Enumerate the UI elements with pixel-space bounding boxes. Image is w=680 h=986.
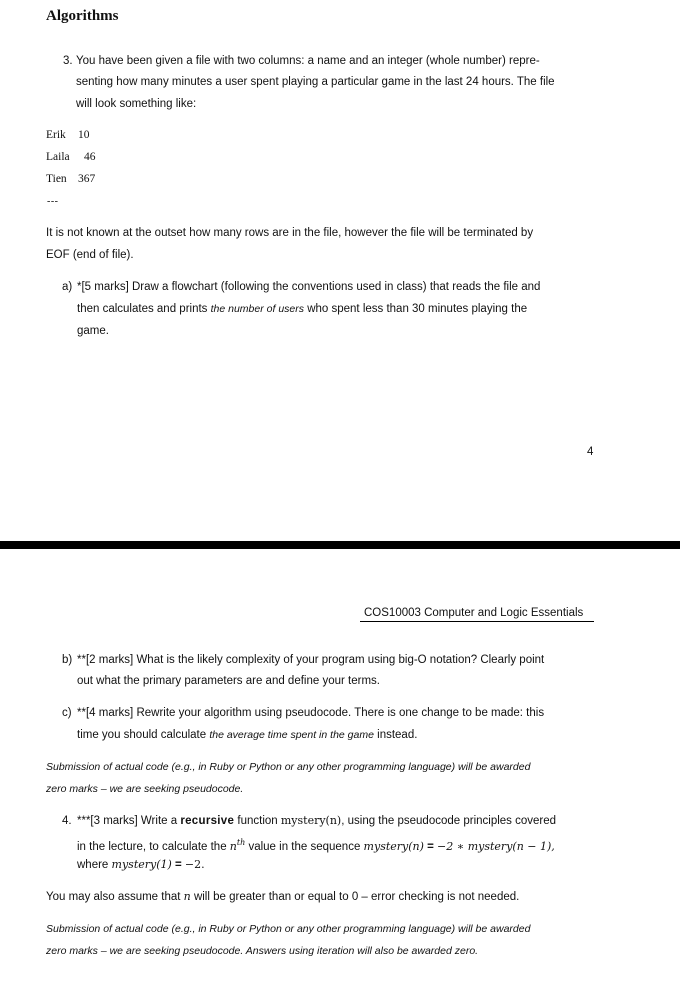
question-4-line-1 — [77, 814, 556, 828]
question-4-function: mystery(n) — [280, 814, 342, 827]
note-1-line-1: Submission of actual code (e.g., in Ruby or Python or any other programming language) will be awarded — [46, 761, 531, 773]
part-c-emphasis: the average time spent in the game — [209, 729, 374, 741]
page-break-bar — [0, 541, 680, 549]
question-3-line-2: senting how many minutes a user spent playing a particular game in the last 24 hours. The file — [76, 76, 555, 88]
question-4-text: function — [234, 815, 281, 827]
file-row-value: 46 — [84, 151, 96, 163]
part-b-label: b) — [62, 654, 73, 666]
eof-line-2: EOF (end of file). — [46, 249, 134, 261]
assumption-text: You may also assume that — [46, 891, 184, 903]
question-4-equals: = — [423, 840, 438, 853]
part-b-line-2: out what the primary parameters are and define your terms. — [77, 675, 380, 687]
part-b-text: What is the likely complexity of your program using big-O notation? Clearly point — [133, 654, 545, 666]
file-row-value: 367 — [78, 173, 96, 185]
part-c-line-2 — [77, 728, 417, 742]
question-4-text: value in the sequence — [245, 840, 364, 853]
question-4-recurrence: −2 ∗ mystery(n − 1), — [437, 839, 555, 853]
part-c-text: instead. — [373, 729, 418, 741]
question-3-number: 3. — [63, 55, 73, 67]
note-2-line-2: zero marks – we are seeking pseudocode. Answers using iteration will also be awarded zero. — [46, 945, 479, 957]
section-title: Algorithms — [46, 8, 119, 24]
question-4-n: n — [229, 839, 237, 853]
eof-line-1: It is not known at the outset how many rows are in the file, however the file will be terminated by — [46, 227, 534, 239]
file-ellipsis: - - - — [47, 196, 57, 207]
question-4-text: in the lecture, to calculate the — [77, 840, 230, 853]
question-4-line-2 — [77, 836, 555, 854]
file-row-value: 10 — [78, 129, 90, 141]
assumption-line — [46, 890, 519, 904]
question-4-marks: ***[3 marks] — [77, 815, 138, 827]
part-a-text: Draw a flowchart (following the conventions used in class) that reads the file and — [128, 281, 541, 293]
part-a-emphasis: the number of users — [210, 303, 304, 315]
question-4-equals: = — [171, 859, 185, 871]
part-c-label: c) — [62, 707, 72, 719]
question-4-line-3 — [77, 858, 205, 872]
question-4-sequence: mystery(n) — [363, 839, 424, 853]
question-4-base-case: mystery(1) — [111, 858, 172, 871]
part-c-text: time you should calculate — [77, 729, 210, 741]
note-2-line-1: Submission of actual code (e.g., in Ruby or Python or any other programming language) will be awarded — [46, 923, 531, 935]
header-rule — [360, 621, 594, 622]
file-row-name: Tien — [46, 173, 67, 185]
question-3-line-1: You have been given a file with two columns: a name and an integer (whole number) repre- — [76, 55, 540, 67]
question-4-text: , using the pseudocode principles covered — [341, 815, 557, 827]
question-4-text: where — [77, 859, 112, 871]
part-a-line-3: game. — [77, 325, 109, 337]
assumption-n: n — [183, 890, 191, 903]
file-row-name: Erik — [46, 129, 66, 141]
part-a-label: a) — [62, 281, 73, 293]
part-a-text: then calculates and prints — [77, 303, 211, 315]
running-header: COS10003 Computer and Logic Essentials — [364, 607, 584, 619]
part-c-marks: **[4 marks] — [77, 707, 134, 719]
part-a-text: who spent less than 30 minutes playing the — [304, 303, 528, 315]
part-c-text: Rewrite your algorithm using pseudocode. There is one change to be made: this — [133, 707, 545, 719]
question-4-text: Write a — [137, 815, 181, 827]
assumption-text: will be greater than or equal to 0 – error checking is not needed. — [190, 891, 520, 903]
page-number: 4 — [587, 446, 594, 458]
question-4-sup: th — [236, 838, 246, 847]
part-a-line-1 — [77, 280, 540, 294]
part-c-line-1 — [77, 706, 544, 720]
question-4-base-value: −2. — [184, 858, 205, 871]
part-a-line-2 — [77, 302, 527, 316]
note-1-line-2: zero marks – we are seeking pseudocode. — [46, 783, 244, 795]
question-4-number: 4. — [62, 815, 72, 827]
question-3-line-3: will look something like: — [76, 98, 197, 110]
part-b-marks: **[2 marks] — [77, 654, 134, 666]
file-row-name: Laila — [46, 151, 70, 163]
part-b-line-1 — [77, 653, 544, 667]
question-4-keyword: recursive — [180, 815, 235, 827]
part-a-marks: *[5 marks] — [77, 281, 129, 293]
